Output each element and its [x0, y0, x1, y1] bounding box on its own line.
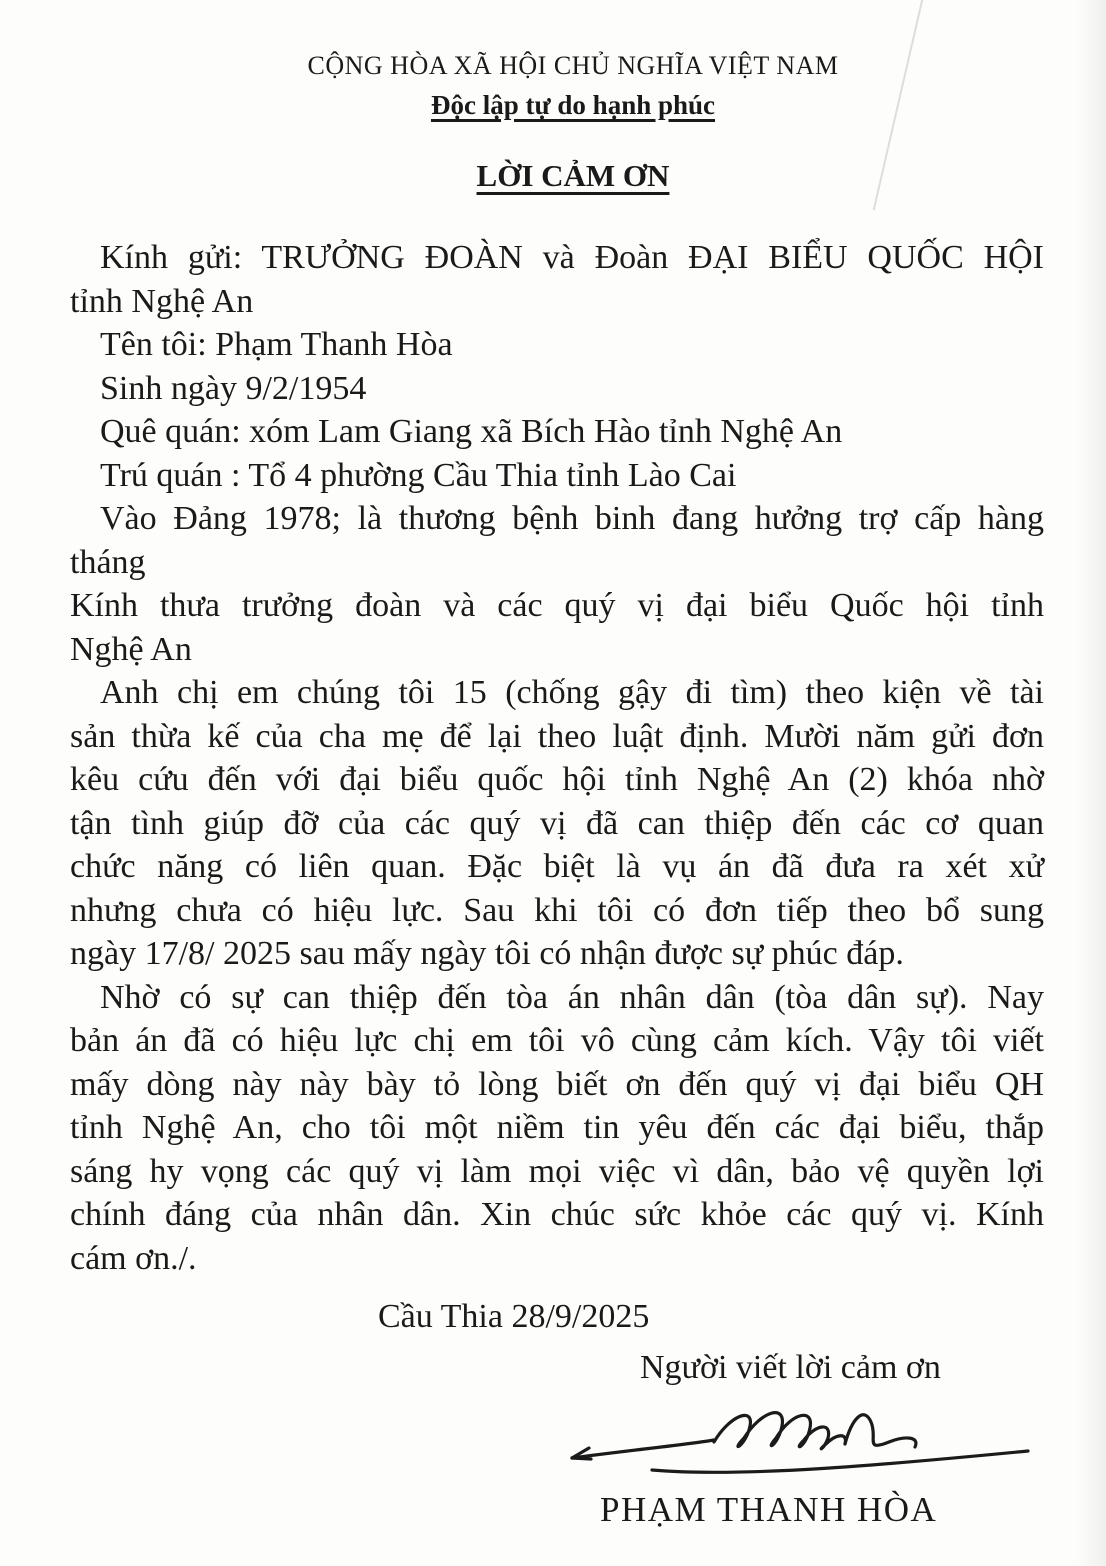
letter-body	[70, 236, 1044, 1280]
body-line: Tên tôi: Phạm Thanh Hòa	[100, 326, 453, 363]
body-line: tỉnh Nghệ An	[70, 282, 254, 320]
body-line: Kính thưa trưởng đoàn và các quý vị đại biểu Quốc hội tỉnh	[70, 587, 1044, 624]
body-line: tỉnh Nghệ An, cho tôi một niềm tin yêu đến các đại biểu, thắp	[70, 1109, 1044, 1146]
body-line: tháng	[70, 543, 146, 581]
body-line: sáng hy vọng các quý vị làm mọi việc vì dân, bảo vệ quyền lợi	[70, 1152, 1044, 1190]
body-line: Anh chị em chúng tôi 15 (chống gậy đi tìm) theo kiện về tài	[100, 674, 1044, 711]
body-line: Quê quán: xóm Lam Giang xã Bích Hào tỉnh Nghệ An	[100, 413, 843, 450]
place-date-line: Cầu Thia 28/9/2025	[378, 1298, 650, 1335]
body-line: tận tình giúp đỡ của các quý vị đã can thiệp đến các cơ quan	[70, 804, 1044, 842]
signer-role-line: Người viết lời cảm ơn	[640, 1349, 941, 1386]
body-line: Vào Đảng 1978; là thương bệnh binh đang hưởng trợ cấp hàng	[100, 500, 1044, 537]
national-motto: Độc lập tự do hạnh phúc	[430, 90, 716, 120]
signature-block	[562, 1396, 1062, 1488]
signature-scribble	[562, 1396, 1062, 1488]
body-line: nhưng chưa có hiệu lực. Sau khi tôi có đơn tiếp theo bổ sung	[70, 891, 1044, 929]
body-line: ngày 17/8/ 2025 sau mấy ngày tôi có nhận được sự phúc đáp.	[70, 935, 904, 972]
body-line: Nghệ An	[70, 630, 192, 668]
body-line: Trú quán : Tổ 4 phường Cầu Thia tỉnh Lào Cai	[100, 456, 737, 494]
body-line: chức năng có liên quan. Đặc biệt là vụ án đã đưa ra xét xử	[70, 848, 1044, 885]
body-line: Sinh ngày 9/2/1954	[100, 369, 367, 407]
body-line: bản án đã có hiệu lực chị em tôi vô cùng cảm kích. Vậy tôi viết	[70, 1022, 1044, 1059]
document-header	[40, 0, 1106, 196]
document-title: LỜI CẢM ƠN	[476, 158, 670, 193]
body-line: mấy dòng này này bày tỏ lòng biết ơn đến quý vị đại biểu QH	[70, 1065, 1044, 1103]
body-line: chính đáng của nhân dân. Xin chúc sức khỏe các quý vị. Kính	[70, 1196, 1044, 1233]
signer-name: PHẠM THANH HÒA	[600, 1490, 938, 1529]
national-header: CỘNG HÒA XÃ HỘI CHỦ NGHĨA VIỆT NAM	[307, 51, 839, 80]
body-line: cám ơn./.	[70, 1239, 197, 1277]
body-line: Kính gửi: TRƯỞNG ĐOÀN và Đoàn ĐẠI BIỂU QUỐC HỘI	[100, 239, 1044, 276]
body-line: kêu cứu đến với đại biểu quốc hội tỉnh Nghệ An (2) khóa nhờ	[70, 761, 1044, 798]
body-line: sản thừa kế của cha mẹ để lại theo luật định. Mười năm gửi đơn	[70, 717, 1044, 755]
body-line: Nhờ có sự can thiệp đến tòa án nhân dân (tòa dân sự). Nay	[100, 978, 1044, 1016]
